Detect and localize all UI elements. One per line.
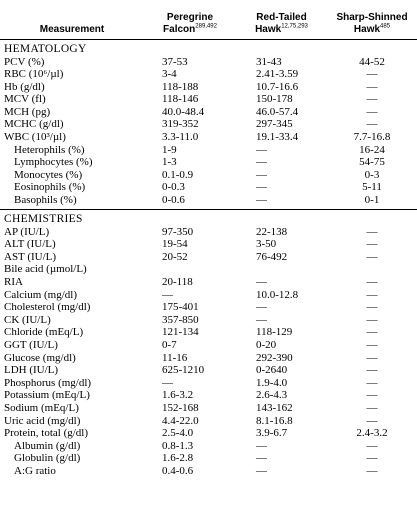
cell-sharp-shinned-hawk: — <box>366 389 378 402</box>
table-row <box>0 81 417 94</box>
cell-red-tailed-hawk: — <box>256 301 267 314</box>
table-header <box>0 0 417 39</box>
row-label: LDH (IU/L) <box>4 364 59 377</box>
section-title: CHEMISTRIES <box>4 212 83 225</box>
table-row <box>0 402 417 415</box>
cell-peregrine-falcon: — <box>162 288 173 301</box>
table-row <box>0 181 417 194</box>
cell-sharp-shinned-hawk: — <box>366 68 378 81</box>
cell-peregrine-falcon: 0-0.3 <box>162 181 185 194</box>
table-row <box>0 226 417 239</box>
section-chemistries <box>0 209 417 226</box>
cell-peregrine-falcon: 357-850 <box>162 313 199 326</box>
row-label: Globulin (g/dl) <box>14 452 81 465</box>
cell-peregrine-falcon: 625-1210 <box>162 364 205 377</box>
table-row <box>0 276 417 289</box>
cell-sharp-shinned-hawk: 2.4-3.2 <box>356 427 388 440</box>
table-row <box>0 289 417 302</box>
cell-sharp-shinned-hawk: — <box>366 439 378 452</box>
row-label: WBC (10³/µl) <box>4 131 66 144</box>
cell-red-tailed-hawk: — <box>256 194 267 207</box>
header-red-tailed-hawk: Red-Tailed Hawk$^{12,75,293}$ <box>236 0 327 39</box>
cell-peregrine-falcon: 121-134 <box>162 326 199 339</box>
cell-red-tailed-hawk: — <box>256 313 267 326</box>
cell-sharp-shinned-hawk: 54-75 <box>359 156 385 169</box>
cell-red-tailed-hawk: 0-2640 <box>256 364 288 377</box>
table-row <box>0 68 417 81</box>
table-body <box>0 39 417 478</box>
table-row <box>0 131 417 144</box>
cell-sharp-shinned-hawk: — <box>366 250 378 263</box>
cell-peregrine-falcon: 4.4-22.0 <box>162 414 199 427</box>
row-label: Monocytes (%) <box>14 168 83 181</box>
row-label: A:G ratio <box>14 464 56 477</box>
cell-red-tailed-hawk: 2.6-4.3 <box>256 389 288 402</box>
row-label: RIA <box>4 276 23 288</box>
table-row <box>0 427 417 440</box>
table-row <box>0 452 417 465</box>
cell-red-tailed-hawk: — <box>256 452 267 465</box>
row-label: AP (IU/L) <box>4 225 50 238</box>
cell-sharp-shinned-hawk: — <box>366 225 378 238</box>
cell-red-tailed-hawk: — <box>256 464 267 477</box>
cell-peregrine-falcon: 0.1-0.9 <box>162 168 194 181</box>
cell-sharp-shinned-hawk: — <box>366 338 378 351</box>
cell-sharp-shinned-hawk <box>327 263 417 276</box>
table-row <box>0 364 417 377</box>
cell-sharp-shinned-hawk: — <box>366 238 378 251</box>
cell-sharp-shinned-hawk: — <box>366 376 378 389</box>
cell-red-tailed-hawk: 76-492 <box>256 250 288 263</box>
cell-sharp-shinned-hawk: 0-3 <box>364 168 380 181</box>
cell-red-tailed-hawk: 22-138 <box>256 225 288 238</box>
row-label: Albumin (g/dl) <box>14 439 81 452</box>
cell-red-tailed-hawk: 10.0-12.8 <box>256 288 299 301</box>
table-row <box>0 263 417 276</box>
cell-red-tailed-hawk: 8.1-16.8 <box>256 414 293 427</box>
cell-peregrine-falcon: 2.5-4.0 <box>162 427 194 440</box>
row-label: Calcium (mg/dl) <box>4 288 78 301</box>
table-row <box>0 415 417 428</box>
table-row <box>0 251 417 264</box>
table-row <box>0 301 417 314</box>
cell-peregrine-falcon: 118-146 <box>162 93 199 106</box>
cell-sharp-shinned-hawk: — <box>366 351 378 364</box>
row-label: Protein, total (g/dl) <box>4 427 89 440</box>
row-label: GGT (IU/L) <box>4 338 58 351</box>
cell-peregrine-falcon: 0-7 <box>162 338 177 351</box>
table-row <box>0 118 417 131</box>
cell-red-tailed-hawk: 46.0-57.4 <box>256 105 299 118</box>
table-row <box>0 352 417 365</box>
row-label: MCH (pg) <box>4 105 51 118</box>
cell-sharp-shinned-hawk: — <box>366 364 378 377</box>
cell-red-tailed-hawk: 0-20 <box>256 338 277 351</box>
cell-peregrine-falcon <box>144 263 236 276</box>
cell-peregrine-falcon: 118-188 <box>162 80 199 93</box>
table-row <box>0 144 417 157</box>
cell-peregrine-falcon: 3-4 <box>162 68 177 81</box>
cell-red-tailed-hawk: 3.9-6.7 <box>256 427 288 440</box>
cell-peregrine-falcon: 152-168 <box>162 401 199 414</box>
row-label: Basophils (%) <box>14 194 77 207</box>
cell-sharp-shinned-hawk: — <box>366 118 378 131</box>
row-label: MCV (fl) <box>4 93 46 106</box>
table-row <box>0 194 417 207</box>
row-label: Glucose (mg/dl) <box>4 351 76 364</box>
cell-peregrine-falcon: 3.3-11.0 <box>162 131 199 144</box>
table-row <box>0 156 417 169</box>
table-row <box>0 440 417 453</box>
cell-sharp-shinned-hawk: — <box>366 401 378 414</box>
cell-red-tailed-hawk: 118-129 <box>256 326 293 339</box>
cell-red-tailed-hawk: 1.9-4.0 <box>256 376 288 389</box>
cell-peregrine-falcon: 0.8-1.3 <box>162 439 194 452</box>
cell-peregrine-falcon: 175-401 <box>162 301 199 314</box>
cell-peregrine-falcon: 1.6-2.8 <box>162 452 194 465</box>
row-label: PCV (%) <box>4 55 45 68</box>
cell-red-tailed-hawk: 3-50 <box>256 238 277 251</box>
cell-sharp-shinned-hawk: 44-52 <box>359 55 385 68</box>
cell-red-tailed-hawk: — <box>256 439 267 452</box>
cell-sharp-shinned-hawk: 16-24 <box>359 143 385 156</box>
cell-peregrine-falcon: 20-52 <box>162 250 188 263</box>
cell-peregrine-falcon: 319-352 <box>162 118 199 131</box>
cell-sharp-shinned-hawk: 0-1 <box>364 194 380 207</box>
header-sharp-shinned-hawk: Sharp-Shinned Hawk$^{485}$ <box>327 0 417 39</box>
header-measurement: Measurement <box>0 0 144 39</box>
row-label: Lymphocytes (%) <box>14 156 93 169</box>
row-label: ALT (IU/L) <box>4 238 56 251</box>
cell-red-tailed-hawk: 2.41-3.59 <box>256 68 299 81</box>
row-label: Sodium (mEq/L) <box>4 401 79 414</box>
cell-peregrine-falcon: 40.0-48.4 <box>162 105 205 118</box>
row-label: Cholesterol (mg/dl) <box>4 301 91 314</box>
header-peregrine-falcon: Peregrine Falcon$^{289,492}$ <box>144 0 236 39</box>
section-hematology <box>0 39 417 56</box>
row-label: Potassium (mEq/L) <box>4 389 90 402</box>
cell-sharp-shinned-hawk: — <box>366 276 378 288</box>
cell-peregrine-falcon: — <box>162 376 173 389</box>
table-row <box>0 93 417 106</box>
row-label: CK (IU/L) <box>4 313 51 326</box>
row-label: Uric acid (mg/dl) <box>4 414 81 427</box>
cell-sharp-shinned-hawk: — <box>366 105 378 118</box>
cell-peregrine-falcon: 0.4-0.6 <box>162 464 194 477</box>
cell-sharp-shinned-hawk: — <box>366 464 378 477</box>
table-row <box>0 389 417 402</box>
cell-peregrine-falcon: 20-118 <box>162 276 193 288</box>
table-row <box>0 339 417 352</box>
table-row <box>0 377 417 390</box>
cell-red-tailed-hawk: 31-43 <box>256 55 282 68</box>
cell-red-tailed-hawk <box>236 263 327 276</box>
cell-red-tailed-hawk: 143-162 <box>256 401 293 414</box>
cell-red-tailed-hawk: — <box>256 276 267 288</box>
cell-red-tailed-hawk: — <box>256 156 267 169</box>
row-label: Bile acid (µmol/L) <box>4 263 87 276</box>
cell-red-tailed-hawk: 292-390 <box>256 351 293 364</box>
row-label: Phosphorus (mg/dl) <box>4 376 92 389</box>
cell-red-tailed-hawk: 10.7-16.6 <box>256 80 299 93</box>
cell-peregrine-falcon: 97-350 <box>162 225 194 238</box>
cell-peregrine-falcon: 11-16 <box>162 351 188 364</box>
row-label: RBC (10⁶/µl) <box>4 68 64 81</box>
row-label: Eosinophils (%) <box>14 181 86 194</box>
table-row <box>0 326 417 339</box>
cell-peregrine-falcon: 1-3 <box>162 156 177 169</box>
table-row <box>0 238 417 251</box>
table-row <box>0 169 417 182</box>
cell-red-tailed-hawk: — <box>256 181 267 194</box>
cell-red-tailed-hawk: — <box>256 143 267 156</box>
row-label: AST (IU/L) <box>4 250 57 263</box>
cell-sharp-shinned-hawk: — <box>366 301 378 314</box>
cell-sharp-shinned-hawk: 7.7-16.8 <box>353 131 391 144</box>
cell-peregrine-falcon: 37-53 <box>162 55 188 68</box>
section-title: HEMATOLOGY <box>4 42 87 55</box>
cell-red-tailed-hawk: — <box>256 168 267 181</box>
cell-sharp-shinned-hawk: — <box>366 452 378 465</box>
table-row <box>0 106 417 119</box>
cell-peregrine-falcon: 19-54 <box>162 238 188 251</box>
row-label: Hb (g/dl) <box>4 80 45 93</box>
cell-sharp-shinned-hawk: — <box>366 326 378 339</box>
row-label: Chloride (mEq/L) <box>4 326 84 339</box>
row-label: MCHC (g/dl) <box>4 118 64 131</box>
cell-sharp-shinned-hawk: — <box>366 80 378 93</box>
cell-peregrine-falcon: 1.6-3.2 <box>162 389 194 402</box>
cell-peregrine-falcon: 0-0.6 <box>162 194 185 207</box>
table-row <box>0 56 417 69</box>
cell-red-tailed-hawk: 19.1-33.4 <box>256 131 299 144</box>
cell-sharp-shinned-hawk: — <box>366 313 378 326</box>
cell-sharp-shinned-hawk: — <box>366 93 378 106</box>
cell-sharp-shinned-hawk: — <box>366 288 378 301</box>
table-row <box>0 465 417 478</box>
cell-sharp-shinned-hawk: 5-11 <box>362 181 382 194</box>
row-label: Heterophils (%) <box>14 143 85 156</box>
cell-red-tailed-hawk: 150-178 <box>256 93 293 106</box>
cell-red-tailed-hawk: 297-345 <box>256 118 293 131</box>
cell-sharp-shinned-hawk: — <box>366 414 378 427</box>
table-row <box>0 314 417 327</box>
cell-peregrine-falcon: 1-9 <box>162 143 177 156</box>
